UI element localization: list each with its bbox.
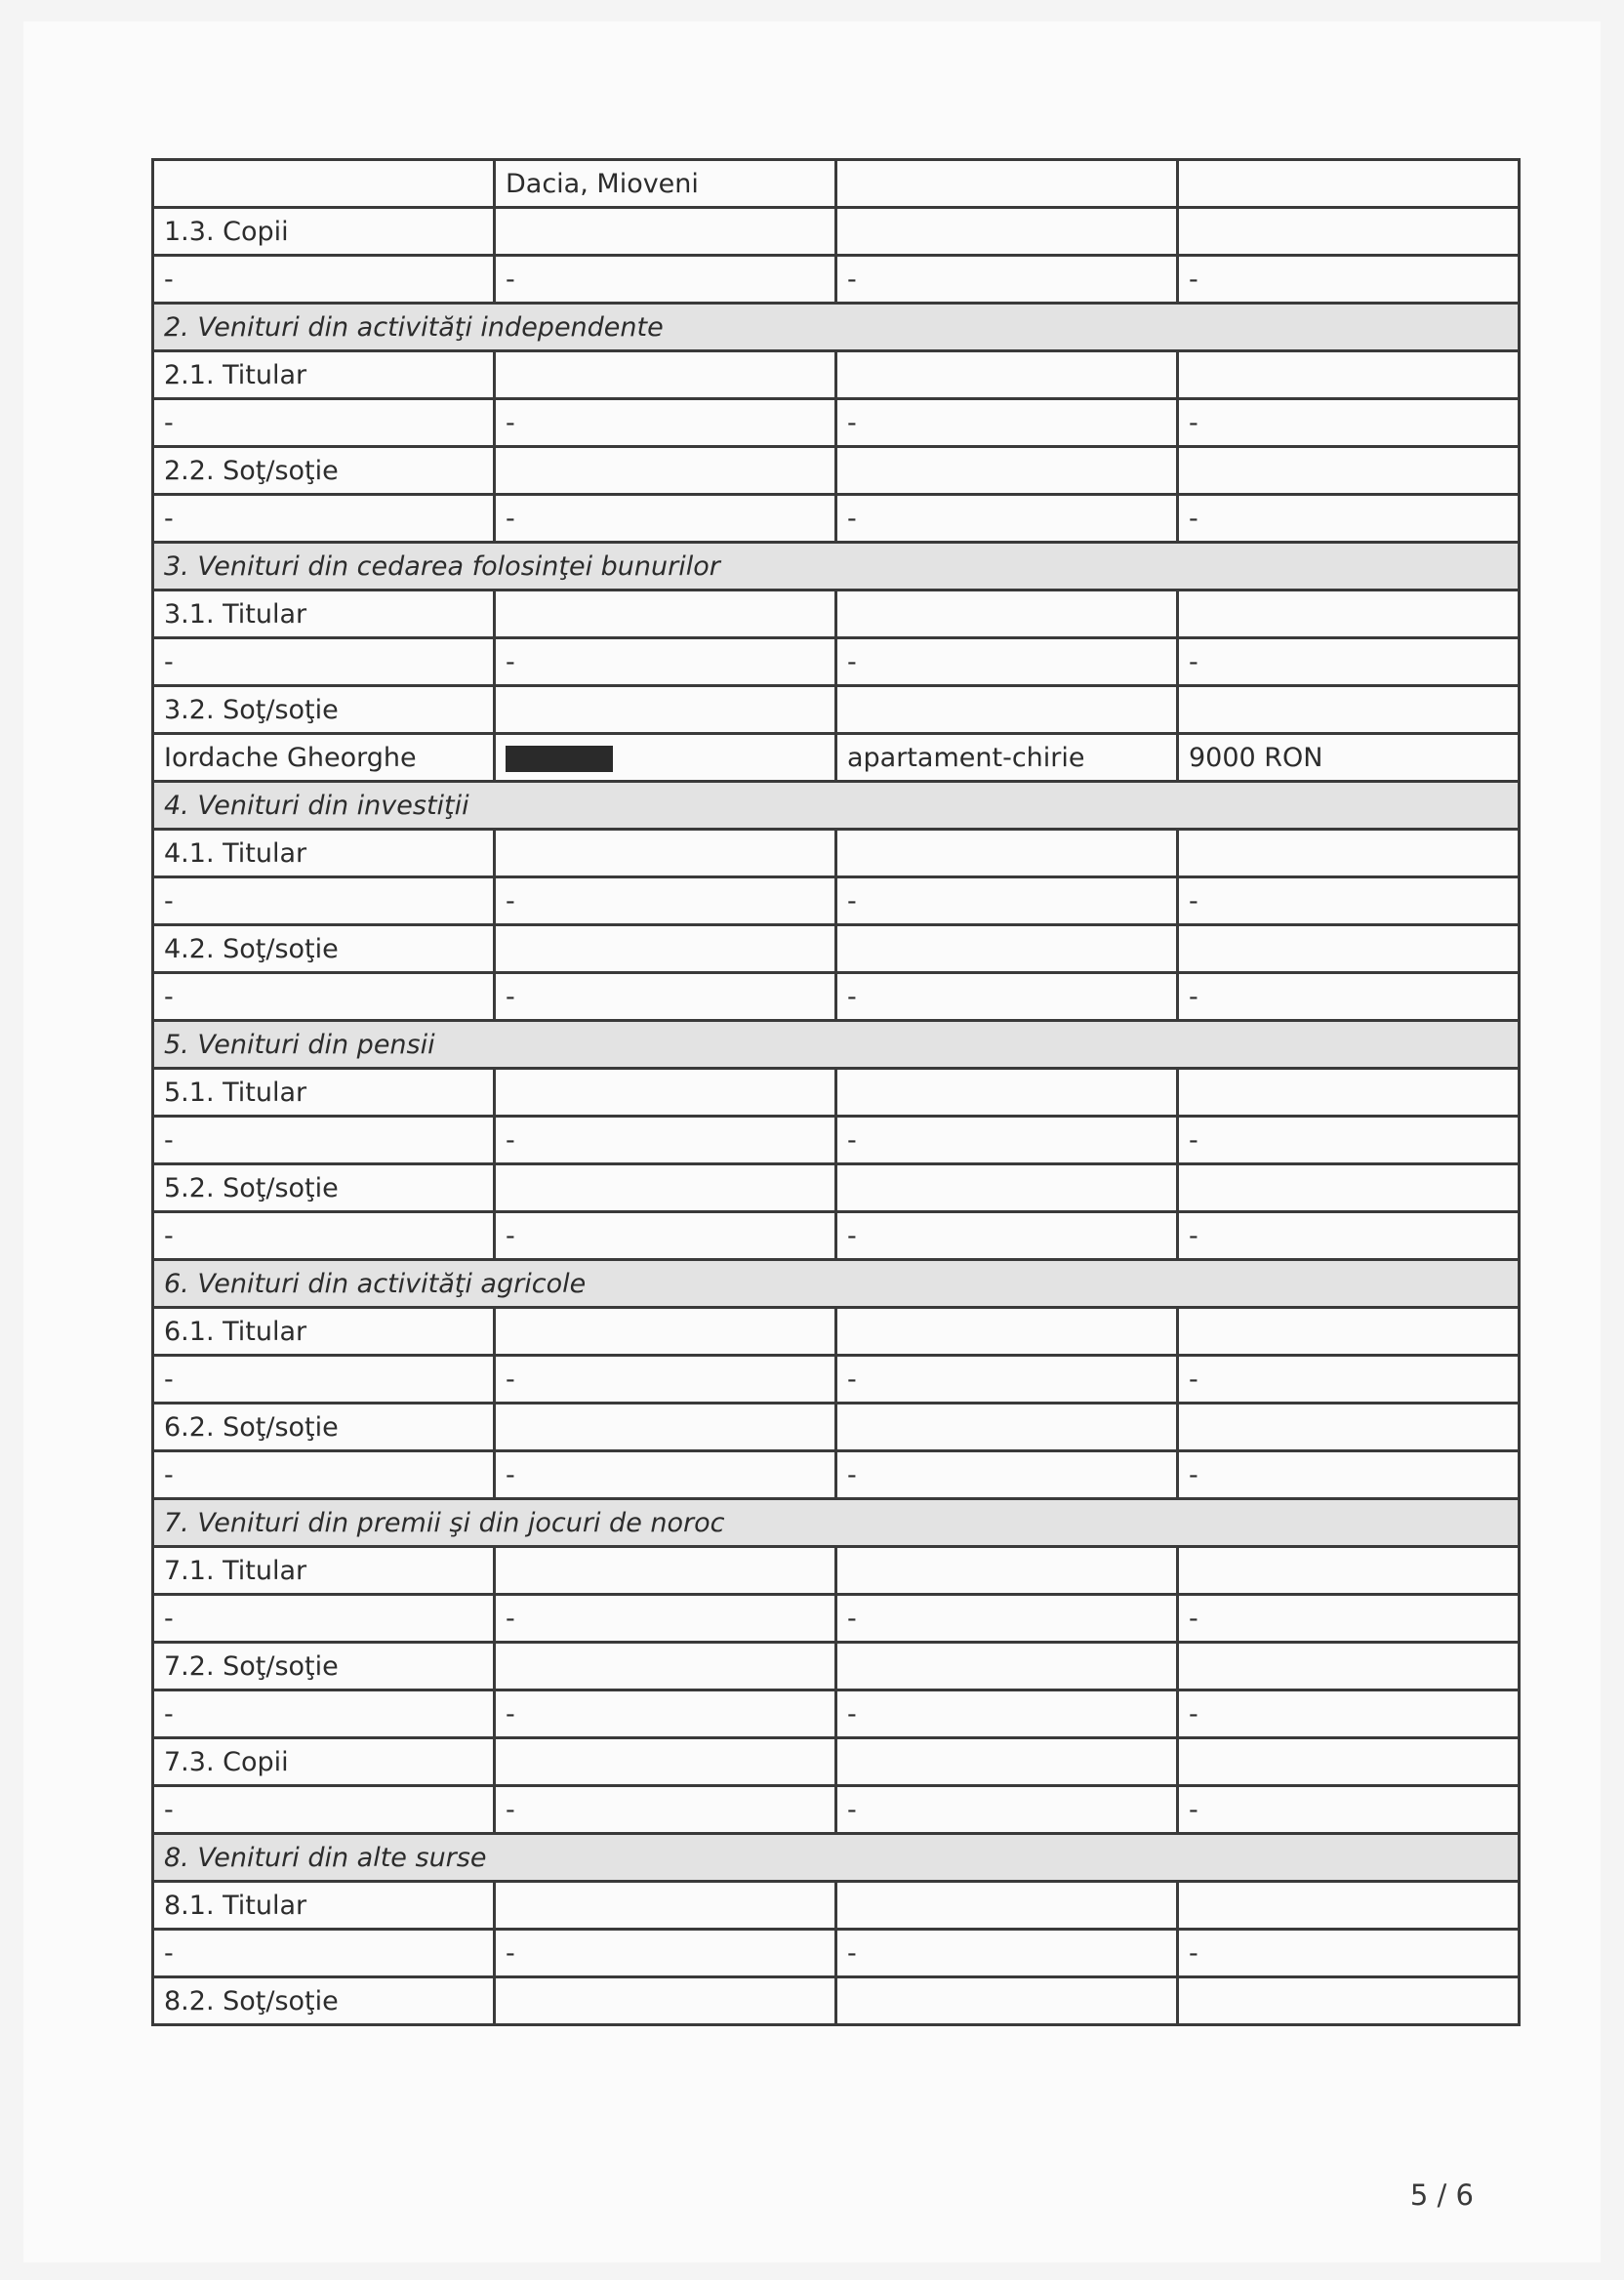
table-cell [495, 208, 836, 256]
table-cell [495, 1069, 836, 1117]
table-row [153, 1212, 1520, 1260]
table-cell [1178, 830, 1520, 877]
table-cell: - [836, 1930, 1178, 1977]
table-cell: - [836, 495, 1178, 543]
section-title: 5. Venituri din pensii [153, 1021, 1520, 1069]
table-row [153, 351, 1520, 399]
table-cell: - [153, 1451, 495, 1499]
table-cell: Iordache Gheorghe [153, 734, 495, 782]
table-cell: - [153, 973, 495, 1021]
table-cell: - [1178, 1786, 1520, 1834]
table-cell: - [153, 256, 495, 304]
table-cell: - [1178, 1212, 1520, 1260]
table-cell [1178, 208, 1520, 256]
table-cell [1178, 1882, 1520, 1930]
table-cell: - [836, 1451, 1178, 1499]
table-cell: - [836, 399, 1178, 447]
table-cell: 4.2. Soţ/soţie [153, 925, 495, 973]
table-cell: - [836, 638, 1178, 686]
table-cell: - [1178, 1117, 1520, 1164]
table-cell [1178, 447, 1520, 495]
table-row [153, 1117, 1520, 1164]
table-row [153, 1547, 1520, 1595]
table-cell: - [495, 1356, 836, 1404]
table-cell [1178, 1069, 1520, 1117]
table-cell: - [495, 638, 836, 686]
table-cell [495, 925, 836, 973]
table-cell: 6.2. Soţ/soţie [153, 1404, 495, 1451]
table-cell: - [1178, 1356, 1520, 1404]
table-cell: - [836, 1786, 1178, 1834]
table-cell [1178, 351, 1520, 399]
table-cell: - [836, 256, 1178, 304]
table-cell [1178, 1404, 1520, 1451]
table-cell [495, 1164, 836, 1212]
table-cell: - [836, 1117, 1178, 1164]
table-cell: - [495, 1690, 836, 1738]
table-cell [836, 1404, 1178, 1451]
table-row [153, 1786, 1520, 1834]
page-number: 5 / 6 [1409, 2178, 1474, 2212]
table-cell [836, 1977, 1178, 2025]
table-row [153, 1930, 1520, 1977]
table-row [153, 1882, 1520, 1930]
table-cell [836, 351, 1178, 399]
table-cell: - [153, 1117, 495, 1164]
redacted-cell [495, 734, 836, 782]
section-title: 2. Venituri din activităţi independente [153, 304, 1520, 351]
table-cell: apartament-chirie [836, 734, 1178, 782]
income-table [151, 158, 1521, 2026]
table-cell: 3.1. Titular [153, 590, 495, 638]
table-cell: - [1178, 1595, 1520, 1643]
table-cell [495, 590, 836, 638]
table-row [153, 1643, 1520, 1690]
table-cell [495, 686, 836, 734]
table-cell: Dacia, Mioveni [495, 160, 836, 208]
table-cell: - [495, 1451, 836, 1499]
table-cell: - [153, 877, 495, 925]
table-cell [836, 1069, 1178, 1117]
table-row [153, 1164, 1520, 1212]
table-cell: - [495, 1212, 836, 1260]
table-cell: - [495, 495, 836, 543]
table-cell: 7.2. Soţ/soţie [153, 1643, 495, 1690]
table-cell: - [1178, 638, 1520, 686]
table-cell [836, 1547, 1178, 1595]
table-cell [495, 447, 836, 495]
document-page [23, 21, 1601, 2262]
table-cell: 9000 RON [1178, 734, 1520, 782]
table-cell: - [495, 973, 836, 1021]
section-header-row [153, 1834, 1520, 1882]
redaction-mark [506, 746, 613, 772]
table-cell: - [836, 973, 1178, 1021]
table-cell [495, 1547, 836, 1595]
table-row [153, 1690, 1520, 1738]
table-cell: - [153, 1786, 495, 1834]
table-cell: - [836, 1595, 1178, 1643]
table-cell: - [1178, 1690, 1520, 1738]
table-cell [495, 1404, 836, 1451]
table-row [153, 1451, 1520, 1499]
table-cell: - [495, 256, 836, 304]
section-header-row [153, 1260, 1520, 1308]
table-row [153, 734, 1520, 782]
table-cell: - [495, 399, 836, 447]
table-cell: - [153, 638, 495, 686]
table-row [153, 973, 1520, 1021]
table-row [153, 686, 1520, 734]
table-cell [1178, 1977, 1520, 2025]
table-row [153, 925, 1520, 973]
table-cell: - [495, 1930, 836, 1977]
section-header-row [153, 304, 1520, 351]
table-cell: - [153, 1595, 495, 1643]
table-cell: - [1178, 973, 1520, 1021]
section-header-row [153, 543, 1520, 590]
table-cell: - [495, 1595, 836, 1643]
table-cell: - [1178, 399, 1520, 447]
table-row [153, 877, 1520, 925]
table-cell [153, 160, 495, 208]
table-cell [836, 208, 1178, 256]
table-cell: 8.1. Titular [153, 1882, 495, 1930]
table-row [153, 830, 1520, 877]
table-cell [1178, 1308, 1520, 1356]
table-cell: 6.1. Titular [153, 1308, 495, 1356]
table-row [153, 1404, 1520, 1451]
table-cell: - [153, 399, 495, 447]
table-cell [836, 1882, 1178, 1930]
table-cell: - [836, 1212, 1178, 1260]
table-cell [495, 1882, 836, 1930]
table-cell [836, 830, 1178, 877]
table-cell: - [153, 1212, 495, 1260]
table-cell: 5.1. Titular [153, 1069, 495, 1117]
table-row [153, 208, 1520, 256]
table-row [153, 1595, 1520, 1643]
table-cell [836, 1308, 1178, 1356]
table-cell [495, 351, 836, 399]
table-cell [836, 686, 1178, 734]
table-cell [1178, 1547, 1520, 1595]
table-cell: 7.3. Copii [153, 1738, 495, 1786]
table-cell [1178, 686, 1520, 734]
section-title: 6. Venituri din activităţi agricole [153, 1260, 1520, 1308]
section-title: 8. Venituri din alte surse [153, 1834, 1520, 1882]
table-row [153, 447, 1520, 495]
table-cell [1178, 1164, 1520, 1212]
table-cell: - [495, 877, 836, 925]
table-cell [1178, 925, 1520, 973]
table-cell [836, 447, 1178, 495]
table-cell: - [153, 1356, 495, 1404]
section-title: 7. Venituri din premii şi din jocuri de noroc [153, 1499, 1520, 1547]
table-cell: - [495, 1786, 836, 1834]
table-cell [1178, 1738, 1520, 1786]
table-cell [495, 1738, 836, 1786]
table-row [153, 160, 1520, 208]
table-cell: - [836, 1690, 1178, 1738]
table-cell: 8.2. Soţ/soţie [153, 1977, 495, 2025]
table-cell: - [1178, 877, 1520, 925]
section-title: 3. Venituri din cedarea folosinţei bunurilor [153, 543, 1520, 590]
table-row [153, 399, 1520, 447]
section-title: 4. Venituri din investiţii [153, 782, 1520, 830]
table-cell [836, 160, 1178, 208]
table-cell: 1.3. Copii [153, 208, 495, 256]
table-cell: - [153, 1930, 495, 1977]
table-cell [1178, 590, 1520, 638]
table-cell: 3.2. Soţ/soţie [153, 686, 495, 734]
section-header-row [153, 1021, 1520, 1069]
table-row [153, 495, 1520, 543]
table-cell [1178, 160, 1520, 208]
table-cell [836, 925, 1178, 973]
table-row [153, 256, 1520, 304]
table-cell: 7.1. Titular [153, 1547, 495, 1595]
table-cell [836, 590, 1178, 638]
table-cell: - [1178, 1451, 1520, 1499]
table-cell: - [1178, 1930, 1520, 1977]
section-header-row [153, 1499, 1520, 1547]
table-cell: - [1178, 495, 1520, 543]
table-cell: - [153, 495, 495, 543]
table-row [153, 1356, 1520, 1404]
table-cell [495, 1977, 836, 2025]
table-cell: - [836, 877, 1178, 925]
table-cell: 2.2. Soţ/soţie [153, 447, 495, 495]
table-cell: 2.1. Titular [153, 351, 495, 399]
table-row [153, 638, 1520, 686]
table-row [153, 1308, 1520, 1356]
table-cell [836, 1738, 1178, 1786]
table-cell: - [1178, 256, 1520, 304]
table-cell [495, 1643, 836, 1690]
table-cell [495, 830, 836, 877]
income-table-body [153, 160, 1520, 2025]
table-cell [495, 1308, 836, 1356]
table-cell: 4.1. Titular [153, 830, 495, 877]
table-row [153, 1738, 1520, 1786]
table-row [153, 590, 1520, 638]
section-header-row [153, 782, 1520, 830]
table-row [153, 1977, 1520, 2025]
table-cell [836, 1643, 1178, 1690]
table-cell [1178, 1643, 1520, 1690]
table-cell: - [836, 1356, 1178, 1404]
table-cell: - [495, 1117, 836, 1164]
table-cell [836, 1164, 1178, 1212]
table-cell: 5.2. Soţ/soţie [153, 1164, 495, 1212]
table-cell: - [153, 1690, 495, 1738]
table-row [153, 1069, 1520, 1117]
